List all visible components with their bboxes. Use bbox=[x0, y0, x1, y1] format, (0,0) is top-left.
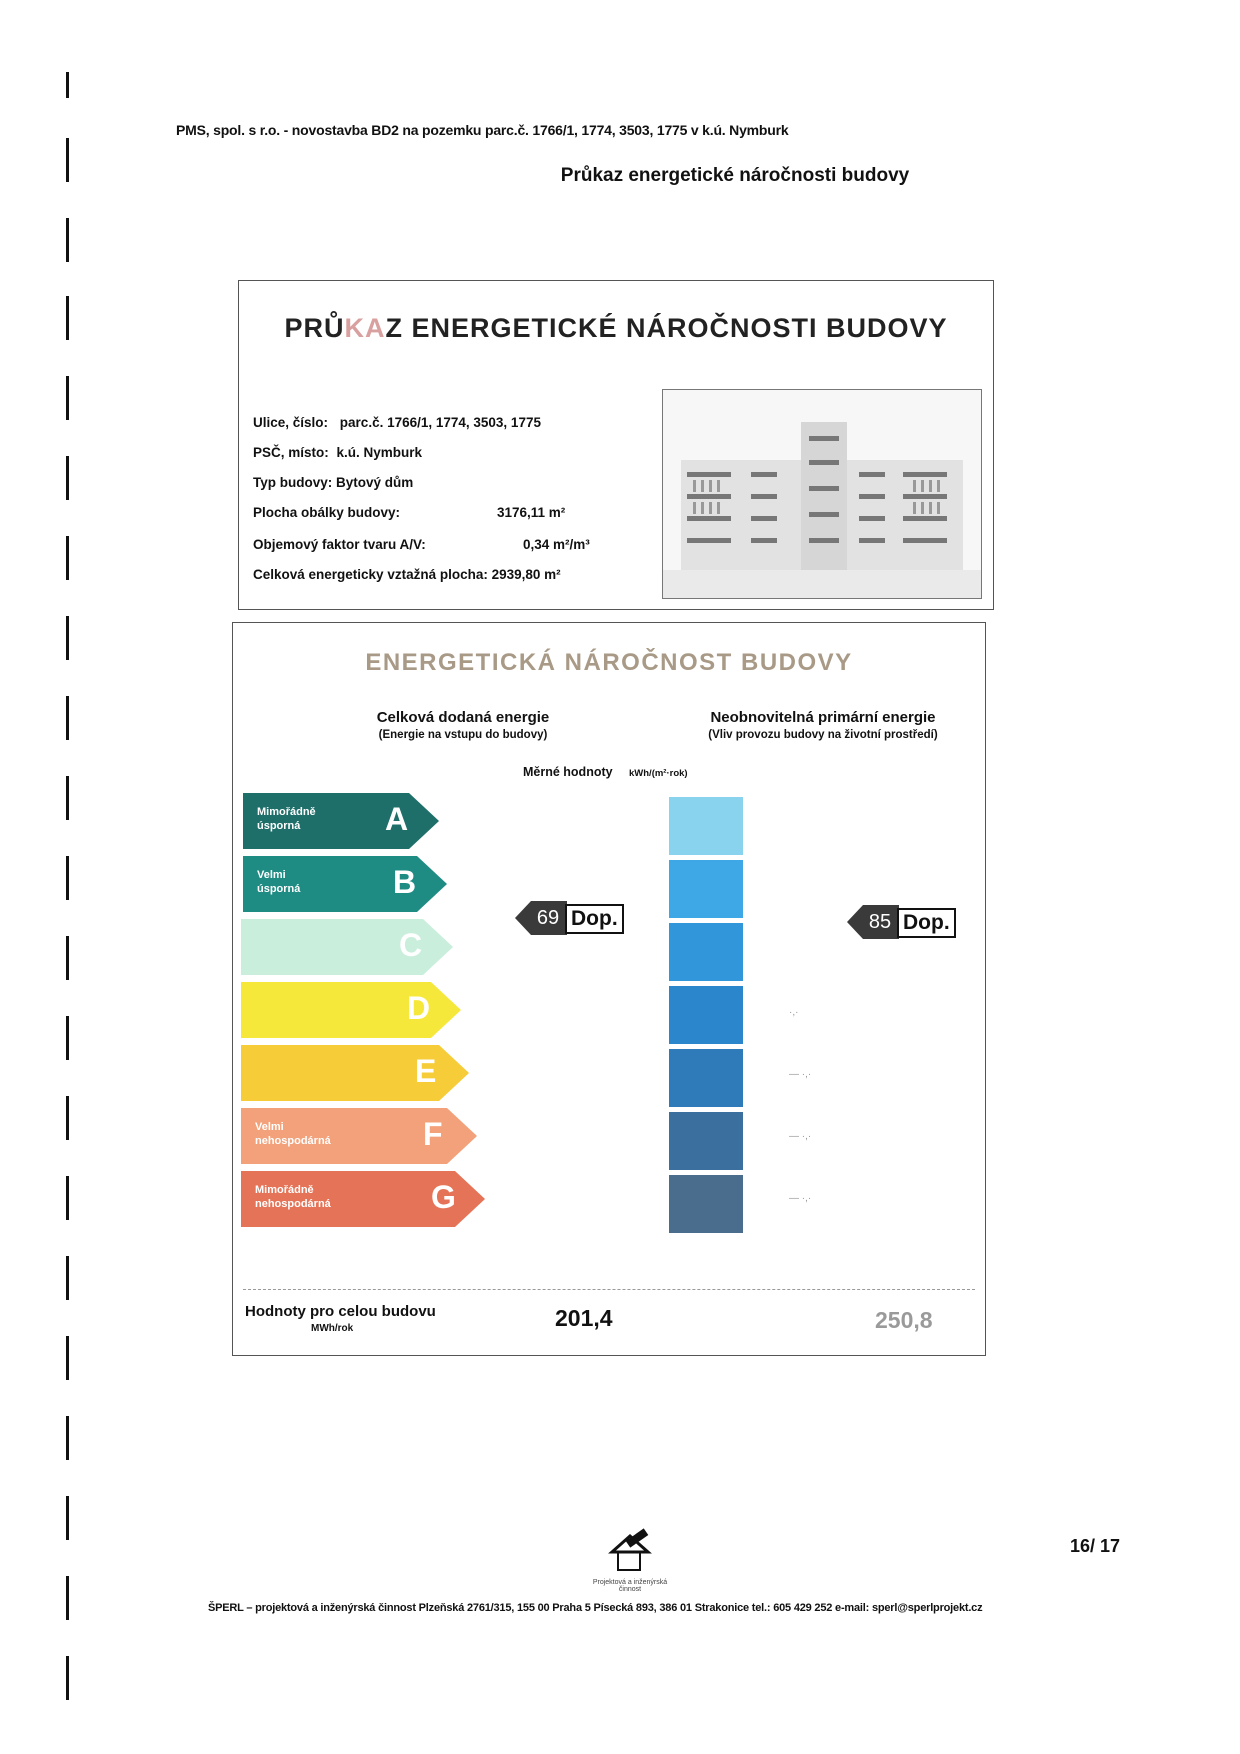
primary-energy-bar bbox=[669, 1049, 743, 1107]
primary-energy-heading: Neobnovitelná primární energie bbox=[710, 709, 936, 726]
info-energy-area: Celková energeticky vztažná plocha: 2939,80 m² bbox=[253, 567, 561, 582]
info-city: PSČ, místo: k.ú. Nymburk bbox=[253, 445, 423, 460]
margin-mark bbox=[66, 1096, 69, 1140]
energy-class-b bbox=[243, 856, 447, 912]
class-label-line: Mimořádně bbox=[255, 1184, 314, 1196]
delivered-energy-marker bbox=[515, 901, 645, 935]
logo-caption: Projektová a inženýrská činnost bbox=[592, 1579, 668, 1593]
class-label-line: nehospodárná bbox=[255, 1135, 331, 1147]
page-number: 16/ 17 bbox=[1070, 1536, 1121, 1556]
margin-mark bbox=[66, 1016, 69, 1060]
class-label-line: Velmi bbox=[257, 869, 286, 881]
primary-energy-class: Dop. bbox=[897, 908, 956, 938]
energy-class-letter: A bbox=[385, 801, 409, 837]
delivered-energy-total: 201,4 bbox=[555, 1305, 613, 1331]
class-label-line: úsporná bbox=[257, 820, 301, 832]
energy-class-letter: C bbox=[399, 927, 423, 963]
certificate-info-box bbox=[238, 280, 994, 610]
margin-mark bbox=[66, 376, 69, 420]
primary-energy-bar bbox=[669, 986, 743, 1044]
rating-section-title: ENERGETICKÁ NÁROČNOST BUDOVY bbox=[365, 649, 853, 676]
energy-class-f bbox=[241, 1108, 477, 1164]
margin-mark bbox=[66, 296, 69, 340]
divider bbox=[243, 1289, 975, 1290]
primary-energy-bar bbox=[669, 923, 743, 981]
energy-class-a bbox=[243, 793, 439, 849]
primary-energy-bar bbox=[669, 1112, 743, 1170]
class-label-line: Mimořádně bbox=[257, 806, 316, 818]
units-label: Měrné hodnoty bbox=[523, 765, 613, 779]
primary-energy-total: 250,8 bbox=[875, 1307, 933, 1333]
whole-building-unit: MWh/rok bbox=[311, 1323, 354, 1334]
delivered-energy-value: 69 bbox=[536, 907, 560, 929]
margin-mark bbox=[66, 1176, 69, 1220]
primary-energy-subheading: (Vliv provozu budovy na životní prostředí) bbox=[708, 729, 938, 741]
primary-energy-bar bbox=[669, 797, 743, 855]
delivered-energy-class: Dop. bbox=[565, 904, 624, 934]
document-title: Průkaz energetické náročnosti budovy bbox=[560, 165, 910, 186]
margin-mark bbox=[66, 936, 69, 980]
scale-tick: — ·,· bbox=[789, 1131, 812, 1142]
margin-mark bbox=[66, 1496, 69, 1540]
document-header: PMS, spol. s r.o. - novostavba BD2 na pozemku parc.č. 1766/1, 1774, 3503, 1775 v k.ú. Nymburk bbox=[176, 122, 789, 138]
building-photo bbox=[662, 389, 982, 599]
info-factor-value: 0,34 m²/m³ bbox=[523, 537, 590, 552]
margin-mark bbox=[66, 1336, 69, 1380]
info-type: Typ budovy: Bytový dům bbox=[253, 475, 414, 490]
margin-mark bbox=[66, 776, 69, 820]
house-logo-icon bbox=[592, 1528, 668, 1574]
margin-mark bbox=[66, 1416, 69, 1460]
energy-class-label bbox=[255, 1183, 331, 1211]
margin-mark bbox=[66, 616, 69, 660]
delivered-energy-heading: Celková dodaná energie bbox=[376, 709, 550, 726]
margin-mark bbox=[66, 856, 69, 900]
energy-class-letter: G bbox=[431, 1179, 456, 1215]
energy-class-letter: D bbox=[407, 990, 431, 1026]
class-label-line: úsporná bbox=[257, 883, 301, 895]
primary-energy-value: 85 bbox=[868, 911, 892, 933]
margin-mark bbox=[66, 536, 69, 580]
delivered-energy-subheading: (Energie na vstupu do budovy) bbox=[378, 729, 548, 741]
margin-mark bbox=[66, 72, 69, 98]
energy-class-label bbox=[255, 1120, 331, 1148]
energy-class-label bbox=[257, 805, 316, 833]
energy-class-label bbox=[257, 868, 300, 896]
scale-tick: ·,· bbox=[789, 1007, 799, 1018]
margin-mark bbox=[66, 1576, 69, 1620]
scale-tick: — ·,· bbox=[789, 1193, 812, 1204]
energy-class-d bbox=[241, 982, 461, 1038]
energy-rating-box bbox=[232, 622, 986, 1356]
energy-class-c bbox=[241, 919, 453, 975]
class-label-line: nehospodárná bbox=[255, 1198, 331, 1210]
margin-mark bbox=[66, 456, 69, 500]
energy-class-letter: E bbox=[415, 1053, 437, 1089]
company-footer: ŠPERL – projektová a inženýrská činnost Plzeňská 2761/315, 155 00 Praha 5 Písecká 893, 386 01 Strakonice tel.: 605 429 252 e-mail: sperl@sperlprojekt.cz bbox=[208, 1602, 983, 1614]
whole-building-label: Hodnoty pro celou budovu bbox=[245, 1303, 436, 1320]
certificate-title: PRŮKAZ ENERGETICKÉ NÁROČNOSTI BUDOVY bbox=[284, 313, 948, 343]
info-area-label: Plocha obálky budovy: bbox=[253, 505, 401, 520]
building-illustration bbox=[663, 390, 981, 598]
margin-mark bbox=[66, 218, 69, 262]
energy-class-e bbox=[241, 1045, 469, 1101]
margin-mark bbox=[66, 1256, 69, 1300]
primary-energy-bar bbox=[669, 1175, 743, 1233]
primary-energy-bar bbox=[669, 860, 743, 918]
info-factor-label: Objemový faktor tvaru A/V: bbox=[253, 537, 426, 552]
units: kWh/(m²·rok) bbox=[629, 768, 688, 779]
company-logo bbox=[592, 1528, 668, 1592]
margin-mark bbox=[66, 1656, 69, 1700]
info-street: Ulice, číslo: parc.č. 1766/1, 1774, 3503, 1775 bbox=[253, 415, 541, 430]
info-area-value: 3176,11 m² bbox=[497, 505, 566, 520]
margin-mark bbox=[66, 696, 69, 740]
energy-class-letter: B bbox=[393, 864, 417, 900]
primary-energy-marker bbox=[847, 905, 977, 939]
energy-class-g bbox=[241, 1171, 485, 1227]
energy-class-letter: F bbox=[423, 1116, 443, 1152]
scale-tick: — ·,· bbox=[789, 1069, 812, 1080]
class-label-line: Velmi bbox=[255, 1121, 284, 1133]
